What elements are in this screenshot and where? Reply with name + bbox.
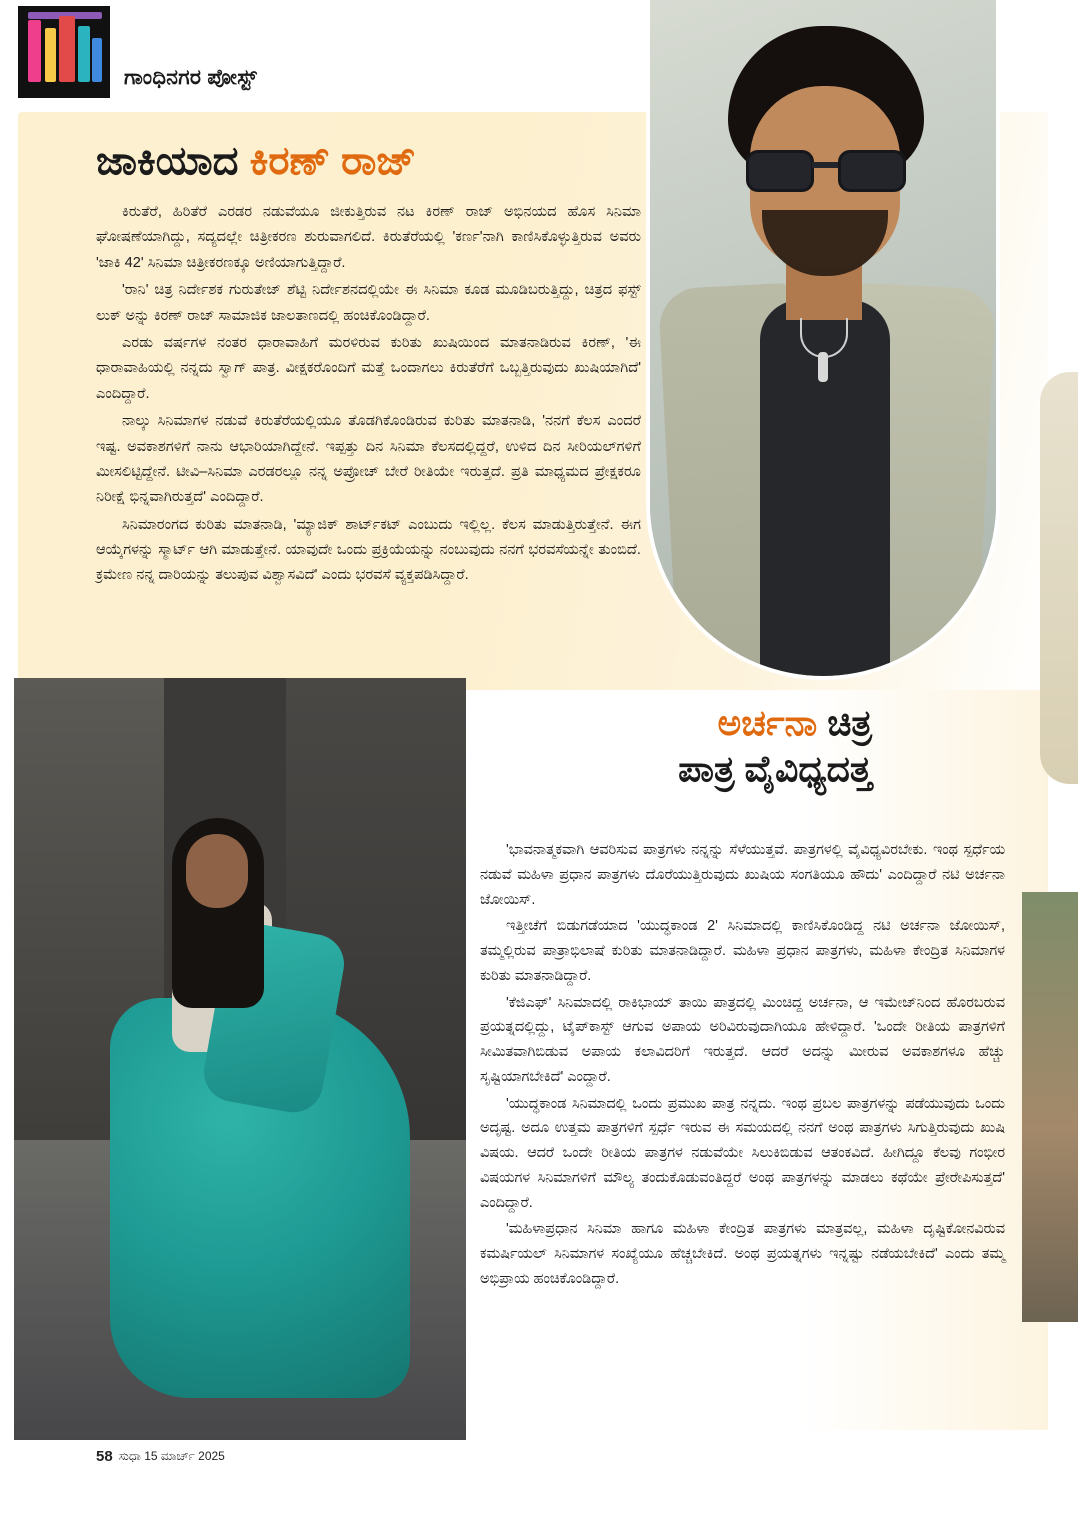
page-number: 58	[96, 1448, 113, 1465]
magazine-logo-icon	[18, 6, 110, 98]
right-edge-photo-upper	[1040, 372, 1078, 784]
paragraph: 'ಭಾವನಾತ್ಮಕವಾಗಿ ಆವರಿಸುವ ಪಾತ್ರಗಳು ನನ್ನನ್ನು ಸೆಳೆಯುತ್ತವೆ. ಪಾತ್ರಗಳಲ್ಲಿ ವೈವಿಧ್ಯವಿರಬೇಕು. ಇಂಥ ಸ್ಪರ್ಧೆಯ ನಡುವೆ ಮಹಿಳಾ ಪ್ರಧಾನ ಪಾತ್ರಗಳು ದೊರೆಯುತ್ತಿರುವುದು ಖುಷಿಯ ಸಂಗತಿಯೂ ಹೌದು' ಎಂದಿದ್ದಾರೆ ನಟಿ ಅರ್ಚನಾ ಜೋಯಿಸ್.	[480, 842, 1005, 908]
paragraph: 'ರಾನಿ' ಚಿತ್ರ ನಿರ್ದೇಶಕ ಗುರುತೇಜ್ ಶೆಟ್ಟಿ ನಿರ್ದೇಶನದಲ್ಲಿಯೇ ಈ ಸಿನಿಮಾ ಕೂಡ ಮೂಡಿಬರುತ್ತಿದ್ದು, ಚಿತ್ರದ ಫಸ್ಟ್ ಲುಕ್ ಅನ್ನು ಕಿರಣ್ ರಾಜ್ ಸಾಮಾಜಿಕ ಜಾಲತಾಣದಲ್ಲಿ ಹಂಚಿಕೊಂಡಿದ್ದಾರೆ.	[96, 282, 641, 324]
page-folio	[96, 1448, 225, 1465]
face	[186, 834, 248, 908]
paragraph: ಎರಡು ವರ್ಷಗಳ ನಂತರ ಧಾರಾವಾಹಿಗೆ ಮರಳಿರುವ ಕುರಿತು ಖುಷಿಯಿಂದ ಮಾತನಾಡಿರುವ ಕಿರಣ್, 'ಈ ಧಾರಾವಾಹಿಯಲ್ಲಿ ನನ್ನದು ಸ್ವಾಗ್ ಪಾತ್ರ. ವೀಕ್ಷಕರೊಂದಿಗೆ ಮತ್ತೆ ಒಂದಾಗಲು ಕಿರುತೆರೆಗೆ ಒಬ್ಬತ್ತಿರುವುದು ಖುಷಿಯಾಗಿದೆ' ಎಂದಿದ್ದಾರೆ.	[96, 334, 641, 402]
masthead-title: ಗಾಂಧಿನಗರ ಪೋಸ್ಟ್	[124, 66, 257, 89]
right-edge-photo-lower	[1022, 892, 1078, 1322]
issue-date: ಸುಧಾ 15 ಮಾರ್ಚ್ 2025	[118, 1449, 225, 1463]
masthead	[18, 6, 257, 98]
headline-accent: ಕಿರಣ್ ರಾಜ್	[249, 139, 417, 183]
paragraph: 'ಯುದ್ಧಕಾಂಡ ಸಿನಿಮಾದಲ್ಲಿ ಒಂದು ಪ್ರಮುಖ ಪಾತ್ರ ನನ್ನದು. ಇಂಥ ಪ್ರಬಲ ಪಾತ್ರಗಳನ್ನು ಪಡೆಯುವುದು ಒಂದು ಅದೃಷ್ಟ. ಅದೂ ಉತ್ತಮ ಪಾತ್ರಗಳಿಗೆ ಸ್ಪರ್ಧೆ ಇರುವ ಈ ಸಮಯದಲ್ಲಿ ನನಗೆ ಅಂಥ ಪಾತ್ರಗಳು ಸಿಗುತ್ತಿರುವುದು ಖುಷಿ ವಿಷಯ. ಆದರೆ ಒಂದೇ ರೀತಿಯ ಪಾತ್ರಗಳ ನಡುವೆಯೇ ಸಿಲುಕಿಬಿಡುವ ಆತಂಕವಿದೆ. ಹೀಗಿದ್ದೂ ಕೆಲವು ಗಂಭೀರ ವಿಷಯಗಳ ಸಿನಿಮಾಗಳಿಗೆ ಮೌಲ್ಯ ತಂದುಕೊಡುವಂತಿದ್ದರೆ ಅಂಥ ಪಾತ್ರಗಳನ್ನು ಮಾಡಲು ಕಥೆಯೇ ಪ್ರೇರೇಪಿಸುತ್ತದೆ' ಎಂದಿದ್ದಾರೆ.	[480, 1095, 1005, 1211]
kiran-raj-portrait-photo	[650, 0, 996, 676]
paragraph: ನಾಲ್ಕು ಸಿನಿಮಾಗಳ ನಡುವೆ ಕಿರುತೆರೆಯಲ್ಲಿಯೂ ತೊಡಗಿಕೊಂಡಿರುವ ಕುರಿತು ಮಾತನಾಡಿ, 'ನನಗೆ ಕೆಲಸ ಎಂದರೆ ಇಷ್ಟ. ಅವಕಾಶಗಳಿಗೆ ನಾನು ಆಭಾರಿಯಾಗಿದ್ದೇನೆ. ಇಪ್ಪತ್ತು ದಿನ ಸಿನಿಮಾ ಕೆಲಸದಲ್ಲಿದ್ದರೆ, ಉಳಿದ ದಿನ ಸೀರಿಯಲ್‌ಗಳಿಗೆ ಮೀಸಲಿಟ್ಟಿದ್ದೇನೆ. ಟೀವಿ–ಸಿನಿಮಾ ಎರಡರಲ್ಲೂ ನನ್ನ ಅಪ್ರೋಚ್ ಬೇರೆ ರೀತಿಯೇ ಇರುತ್ತದೆ. ಪ್ರತಿ ಮಾಧ್ಯಮದ ಪ್ರೇಕ್ಷಕರೂ ನಿರೀಕ್ಷೆ ಭಿನ್ನವಾಗಿರುತ್ತದೆ' ಎಂದಿದ್ದಾರೆ.	[96, 413, 641, 506]
paragraph: ಇತ್ತೀಚೆಗೆ ಬಿಡುಗಡೆಯಾದ 'ಯುದ್ಧಕಾಂಡ 2' ಸಿನಿಮಾದಲ್ಲಿ ಕಾಣಿಸಿಕೊಂಡಿದ್ದ ನಟಿ ಅರ್ಚನಾ ಜೋಯಿಸ್, ತಮ್ಮಲ್ಲಿರುವ ಪಾತ್ರಾಭಿಲಾಷೆ ಕುರಿತು ಮಾತನಾಡಿದ್ದಾರೆ. ಮಹಿಳಾ ಪ್ರಧಾನ ಪಾತ್ರಗಳು, ಮಹಿಳಾ ಕೇಂದ್ರಿತ ಸಿನಿಮಾಗಳ ಕುರಿತು ಮಾತನಾಡಿದ್ದಾರೆ.	[480, 918, 1005, 984]
top-article-body	[96, 200, 641, 591]
paragraph: ಕಿರುತೆರೆ, ಹಿರಿತೆರೆ ಎರಡರ ನಡುವೆಯೂ ಜೀಕುತ್ತಿರುವ ನಟ ಕಿರಣ್ ರಾಜ್ ಅಭಿನಯದ ಹೊಸ ಸಿನಿಮಾ ಘೋಷಣೆಯಾಗಿದ್ದು, ಸದ್ಯದಲ್ಲೇ ಚಿತ್ರೀಕರಣ ಶುರುವಾಗಲಿದೆ. ಕಿರುತೆರೆಯಲ್ಲಿ 'ಕರ್ಣ'ನಾಗಿ ಕಾಣಿಸಿಕೊಳ್ಳುತ್ತಿರುವ ಅವರು 'ಜಾಕಿ 42' ಸಿನಿಮಾ ಚಿತ್ರೀಕರಣಕ್ಕೂ ಅಣಿಯಾಗುತ್ತಿದ್ದಾರೆ.	[96, 204, 641, 271]
bottom-article-headline	[452, 700, 872, 792]
sunglasses-icon	[746, 150, 906, 192]
paragraph: ಸಿನಿಮಾರಂಗದ ಕುರಿತು ಮಾತನಾಡಿ, 'ಮ್ಯಾಜಿಕ್ ಶಾರ್ಟ್‌ಕಟ್ ಎಂಬುದು ಇಲ್ಲಿಲ್ಲ. ಕೆಲಸ ಮಾಡುತ್ತಿರುತ್ತೇನೆ. ಈಗ ಆಯ್ಕೆಗಳನ್ನು ಸ್ಮಾರ್ಟ್ ಆಗಿ ಮಾಡುತ್ತೇನೆ. ಯಾವುದೇ ಒಂದು ಪ್ರಕ್ರಿಯೆಯನ್ನು ನಂಬುವುದು ನನಗೆ ಭರವಸೆಯನ್ನೇ ತುಂಬಿದೆ. ಕ್ರಮೇಣ ನನ್ನ ದಾರಿಯನ್ನು ತಲುಪುವ ವಿಶ್ವಾಸವಿದೆ' ಎಂದು ಭರವಸೆ ವ್ಯಕ್ತಪಡಿಸಿದ್ದಾರೆ.	[96, 516, 641, 584]
pendant	[818, 352, 828, 382]
archana-jois-portrait-photo	[14, 678, 466, 1440]
headline-plain: ಚಿತ್ರ	[817, 702, 872, 743]
top-article-headline	[96, 138, 656, 185]
headline-plain: ಜಾಕಿಯಾದ	[96, 139, 250, 183]
paragraph: 'ಮಹಿಳಾಪ್ರಧಾನ ಸಿನಿಮಾ ಹಾಗೂ ಮಹಿಳಾ ಕೇಂದ್ರಿತ ಪಾತ್ರಗಳು ಮಾತ್ರವಲ್ಲ, ಮಹಿಳಾ ದೃಷ್ಟಿಕೋನವಿರುವ ಕಮರ್ಷಿಯಲ್ ಸಿನಿಮಾಗಳ ಸಂಖ್ಯೆಯೂ ಹೆಚ್ಚಬೇಕಿದೆ. ಅಂಥ ಪ್ರಯತ್ನಗಳು ಇನ್ನಷ್ಟು ನಡೆಯಬೇಕಿದೆ' ಎಂದು ತಮ್ಮ ಅಭಿಪ್ರಾಯ ಹಂಚಿಕೊಂಡಿದ್ದಾರೆ.	[480, 1221, 1005, 1288]
bottom-article-body	[480, 838, 1005, 1294]
headline-accent: ಅರ್ಚನಾ	[717, 702, 818, 743]
paragraph: 'ಕೆಜಿಎಫ್' ಸಿನಿಮಾದಲ್ಲಿ ರಾಕಿಭಾಯ್ ತಾಯಿ ಪಾತ್ರದಲ್ಲಿ ಮಿಂಚಿದ್ದ ಅರ್ಚನಾ, ಆ ಇಮೇಜ್‌ನಿಂದ ಹೊರಬರುವ ಪ್ರಯತ್ನದಲ್ಲಿದ್ದು, ಟೈಪ್‌ಕಾಸ್ಟ್ ಆಗುವ ಅಪಾಯ ಅರಿವಿರುವುದಾಗಿಯೂ ಹೇಳಿದ್ದಾರೆ. 'ಒಂದೇ ರೀತಿಯ ಪಾತ್ರಗಳಿಗೆ ಸೀಮಿತವಾಗಿಬಿಡುವ ಅಪಾಯ ಕಲಾವಿದರಿಗೆ ಇರುತ್ತದೆ. ಆದರೆ ಅದನ್ನು ಮೀರುವ ಅವಕಾಶಗಳೂ ಹೆಚ್ಚು ಸೃಷ್ಟಿಯಾಗಬೇಕಿದೆ' ಎಂದ್ದಾರೆ.	[480, 994, 1005, 1085]
headline-line2: ಪಾತ್ರ ವೈವಿಧ್ಯದತ್ತ	[678, 748, 872, 790]
